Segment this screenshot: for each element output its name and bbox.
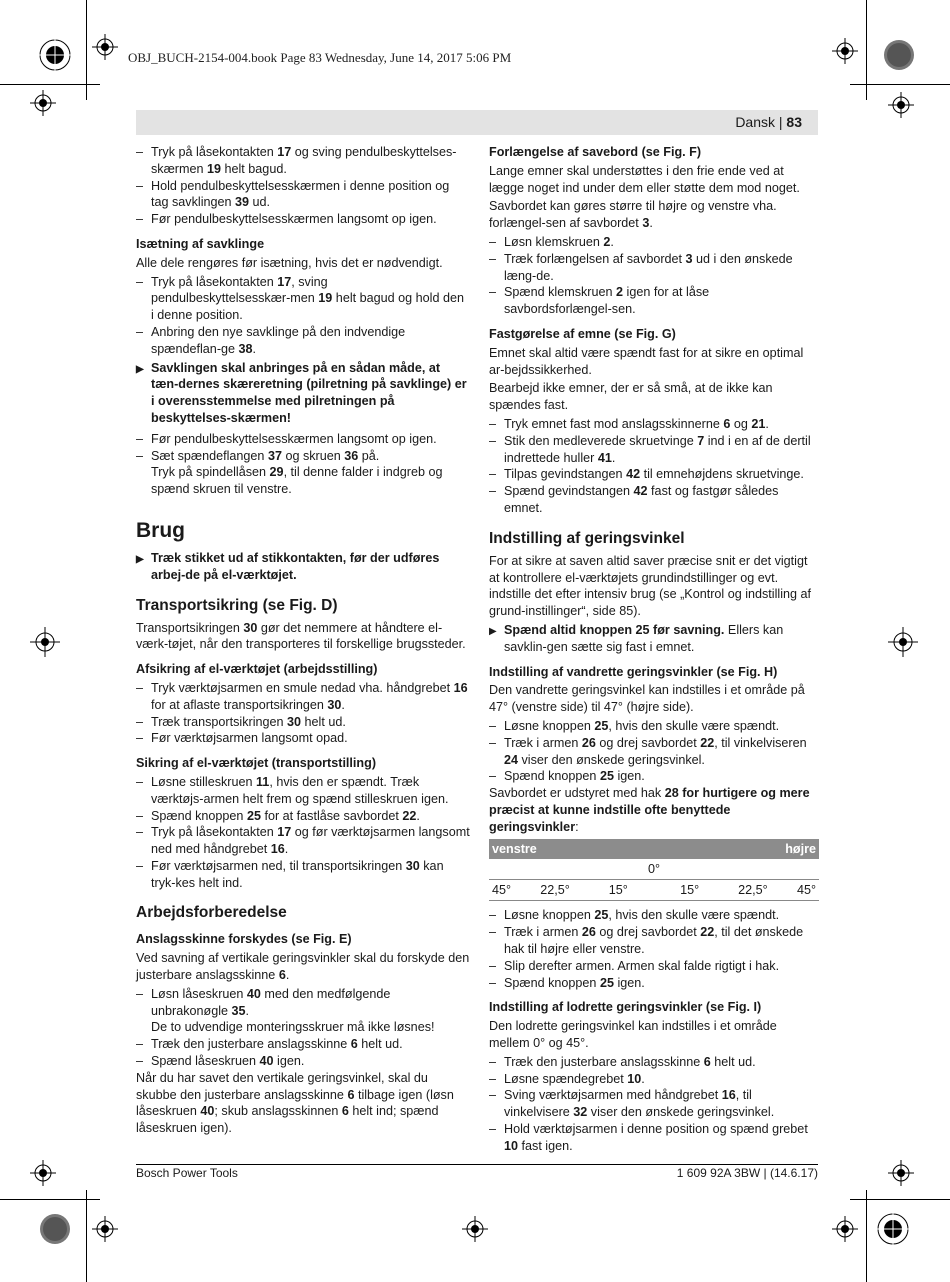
list-item: – Sving værktøjsarmen med håndgrebet 16, til vinkelvisere 32 viser den ønskede geringsvinkel. — [489, 1087, 819, 1121]
subsection-heading: Indstilling af lodrette geringsvinkler (se Fig. I) — [489, 1000, 762, 1015]
paragraph: For at sikre at saven altid saver præcise snit er det vigtigt at kontrollere el-værktøjets grundindstillinger og evt. indstille det efter intensiv brug (se „Kontrol og indstilling af grund-instillinger“, side 85). — [489, 553, 812, 619]
table-cell: 45° — [771, 880, 819, 901]
list-item: – Løsn klemskruen 2. — [489, 234, 819, 251]
table-cell: 22,5° — [537, 880, 606, 901]
list-item: – Spænd knoppen 25 igen. — [489, 975, 819, 992]
crop-mark — [86, 1190, 87, 1282]
crop-mark — [850, 84, 950, 85]
registration-mark-icon — [462, 1216, 488, 1242]
section-heading: Arbejdsforberedelse — [136, 904, 287, 922]
table-header-left: venstre — [489, 839, 654, 859]
crop-mark — [86, 0, 87, 100]
paragraph: Ved savning af vertikale geringsvinkler skal du forskyde den justerbare anslagsskinne 6. — [136, 951, 470, 983]
list-item: – Stik den medleverede skruetvinge 7 ind i en af de dertil indrettede huller 41. — [489, 433, 819, 467]
left-column — [136, 144, 470, 1139]
list-item: – Træk den justerbare anslagsskinne 6 helt ud. — [136, 1036, 470, 1053]
list-item: – Spænd låseskruen 40 igen. — [136, 1053, 470, 1070]
paragraph: Savbordet kan gøres større til højre og venstre vha. forlængel-sen af savbordet 3. — [489, 199, 777, 231]
paragraph: Lange emner skal understøttes i den frie ende ved at lægge noget ind under dem eller støtte dem mod noget. — [489, 163, 800, 195]
registration-mark-icon — [38, 38, 72, 72]
right-column — [489, 144, 819, 1155]
paragraph: Emnet skal altid være spændt fast for at sikre en optimal ar-bejdssikkerhed. — [489, 345, 804, 377]
triangle-bullet-icon: ▶ — [489, 625, 497, 637]
registration-mark-icon — [38, 1212, 72, 1246]
paragraph: Alle dele rengøres før isætning, hvis det er nødvendigt. — [136, 255, 443, 270]
table-header-right: højre — [654, 839, 819, 859]
chapter-heading: Brug — [136, 518, 185, 542]
crop-mark — [866, 0, 867, 100]
list-item: – Anbring den nye savklinge på den indvendige spændeflan-ge 38. — [136, 324, 470, 358]
registration-mark-icon — [30, 90, 56, 116]
list-item: – Spænd knoppen 25 igen. — [489, 768, 819, 785]
footer-doc-number: 1 609 92A 3BW | (14.6.17) — [676, 1166, 818, 1180]
list-item: – Tryk på låsekontakten 17, sving pendulbeskyttelsesskær-men 19 helt bagud og hold den i denne position. — [136, 274, 470, 324]
registration-mark-icon — [876, 1212, 910, 1246]
section-heading: Indstilling af geringsvinkel — [489, 529, 685, 547]
subsection-heading: Afsikring af el-værktøjet (arbejdsstilling) — [136, 662, 378, 677]
registration-mark-icon — [882, 38, 916, 72]
list-item: – Løsne knoppen 25, hvis den skulle være spændt. — [489, 718, 819, 735]
subsection-heading: Sikring af el-værktøjet (transportstilling) — [136, 756, 377, 771]
crop-mark — [0, 84, 100, 85]
list-item: – Tryk på låsekontakten 17 og sving pendulbeskyttelses-skærmen 19 helt bagud. — [136, 144, 470, 178]
section-heading: Transportsikring (se Fig. D) — [136, 596, 338, 614]
list-item: – Tilpas gevindstangen 42 til emnehøjdens skruetvinge. — [489, 466, 819, 483]
paragraph: Bearbejd ikke emner, der er så små, at de ikke kan spændes fast. — [489, 381, 773, 413]
registration-mark-icon — [888, 627, 918, 657]
list-item: – Hold værktøjsarmen i denne position og spænd grebet 10 fast igen. — [489, 1121, 819, 1155]
list-item: – Træk i armen 26 og drej savbordet 22, til det ønskede hak til højre eller venstre. — [489, 924, 819, 958]
crop-mark — [0, 1199, 100, 1200]
crop-mark — [850, 1199, 950, 1200]
registration-mark-icon — [92, 34, 118, 60]
registration-mark-icon — [30, 1160, 56, 1186]
list-item: – Tryk på låsekontakten 17 og før værktøjsarmen langsomt ned med håndgrebet 16. — [136, 824, 470, 858]
list-item: – Træk i armen 26 og drej savbordet 22, til vinkelviseren 24 viser den ønskede geringsvinkel. — [489, 735, 819, 769]
table-cell: 15° — [654, 880, 702, 901]
paragraph: Den vandrette geringsvinkel kan indstilles i et område på 47° (venstre side) til 47° (højre side). — [489, 683, 805, 715]
list-item: – Spænd klemskruen 2 igen for at låse savbordsforlængel-sen. — [489, 284, 819, 318]
detent-angle-table — [489, 839, 819, 901]
section-heading: Isætning af savklinge — [136, 236, 265, 251]
registration-mark-icon — [832, 38, 858, 64]
list-item: – Før værktøjsarmen langsomt opad. — [136, 730, 470, 747]
warning-note: ▶ Savklingen skal anbringes på en sådan måde, at tæn-dernes skæreretning (pilretning på savklinge) er i overensstemmelse med pilretningen på beskyttelses-skærmen! — [136, 360, 467, 425]
list-item: – Hold pendulbeskyttelsesskærmen i denne position og tag savklingen 39 ud. — [136, 178, 470, 212]
footer-rule — [136, 1164, 818, 1165]
list-item: – Løsne knoppen 25, hvis den skulle være spændt. — [489, 907, 819, 924]
list-item: – Spænd gevindstangen 42 fast og fastgør således emnet. — [489, 483, 819, 517]
crop-mark — [866, 1190, 867, 1282]
list-item: – Løsne stilleskruen 11, hvis den er spændt. Træk værktøjs-armen helt frem og spænd stilleskruen igen. — [136, 774, 470, 808]
page-header — [136, 110, 818, 135]
print-slug: OBJ_BUCH-2154-004.book Page 83 Wednesday, June 14, 2017 5:06 PM — [128, 50, 512, 65]
list-item: – Slip derefter armen. Armen skal falde rigtigt i hak. — [489, 958, 819, 975]
registration-mark-icon — [92, 1216, 118, 1242]
warning-note: ▶ Spænd altid knoppen 25 før savning. Ellers kan savklin-gen sætte sig fast i emnet. — [489, 622, 784, 654]
triangle-bullet-icon: ▶ — [136, 553, 144, 565]
list-item: – Tryk emnet fast mod anslagsskinnerne 6 og 21. — [489, 416, 819, 433]
registration-mark-icon — [30, 627, 60, 657]
paragraph: Savbordet er udstyret med hak 28 for hurtigere og mere præcist at kunne indstille ofte benyttede geringsvinkler: — [489, 786, 810, 834]
list-item: – Spænd knoppen 25 for at fastlåse savbordet 22. — [136, 808, 470, 825]
footer-brand: Bosch Power Tools — [136, 1166, 238, 1180]
list-item: – Tryk værktøjsarmen en smule nedad vha. håndgrebet 16 for at aflaste transportsikringen 30. — [136, 680, 470, 714]
list-item: – Sæt spændeflangen 37 og skruen 36 på. Tryk på spindellåsen 29, til denne falder i indgreb og spænd skruen til venstre. — [136, 448, 470, 498]
list-item: – Løsn låseskruen 40 med den medfølgende unbrakonøgle 35. De to udvendige monteringsskruer må ikke løsnes! — [136, 986, 470, 1036]
table-cell: 45° — [489, 880, 537, 901]
paragraph: Når du har savet den vertikale geringsvinkel, skal du skubbe den justerbare anslagsskinne 6 tilbage igen (løsn låseskruen 40; skub anslagsskinnen 6 helt ind; spænd låseskruen igen). — [136, 1070, 454, 1136]
list-item: – Træk transportsikringen 30 helt ud. — [136, 714, 470, 731]
table-cell: 15° — [606, 880, 654, 901]
registration-mark-icon — [832, 1216, 858, 1242]
paragraph: Transportsikringen 30 gør det nemmere at håndtere el-værk-tøjet, når den transporteres til forskellige brugssteder. — [136, 620, 466, 652]
table-cell: 0° — [489, 859, 819, 880]
paragraph: Den lodrette geringsvinkel kan indstilles i et område mellem 0° og 45°. — [489, 1019, 777, 1051]
registration-mark-icon — [888, 92, 914, 118]
list-item: – Træk forlængelsen af savbordet 3 ud i den ønskede læng-de. — [489, 251, 819, 285]
subsection-heading: Fastgørelse af emne (se Fig. G) — [489, 326, 676, 341]
header-label: Dansk | 83 — [735, 114, 802, 130]
list-item: – Træk den justerbare anslagsskinne 6 helt ud. — [489, 1054, 819, 1071]
list-item: – Løsne spændegrebet 10. — [489, 1071, 819, 1088]
table-cell: 22,5° — [702, 880, 771, 901]
list-item: – Før værktøjsarmen ned, til transportsikringen 30 kan tryk-kes helt ind. — [136, 858, 470, 892]
registration-mark-icon — [888, 1160, 914, 1186]
list-item: – Før pendulbeskyttelsesskærmen langsomt op igen. — [136, 211, 470, 228]
page-number: 83 — [786, 114, 802, 130]
warning-note: ▶ Træk stikket ud af stikkontakten, før der udføres arbej-de på el-værktøjet. — [136, 550, 440, 582]
subsection-heading: Anslagsskinne forskydes (se Fig. E) — [136, 932, 352, 947]
triangle-bullet-icon: ▶ — [136, 363, 144, 375]
list-item: – Før pendulbeskyttelsesskærmen langsomt op igen. — [136, 431, 470, 448]
subsection-heading: Forlængelse af savebord (se Fig. F) — [489, 145, 702, 159]
subsection-heading: Indstilling af vandrette geringsvinkler (se Fig. H) — [489, 664, 778, 679]
